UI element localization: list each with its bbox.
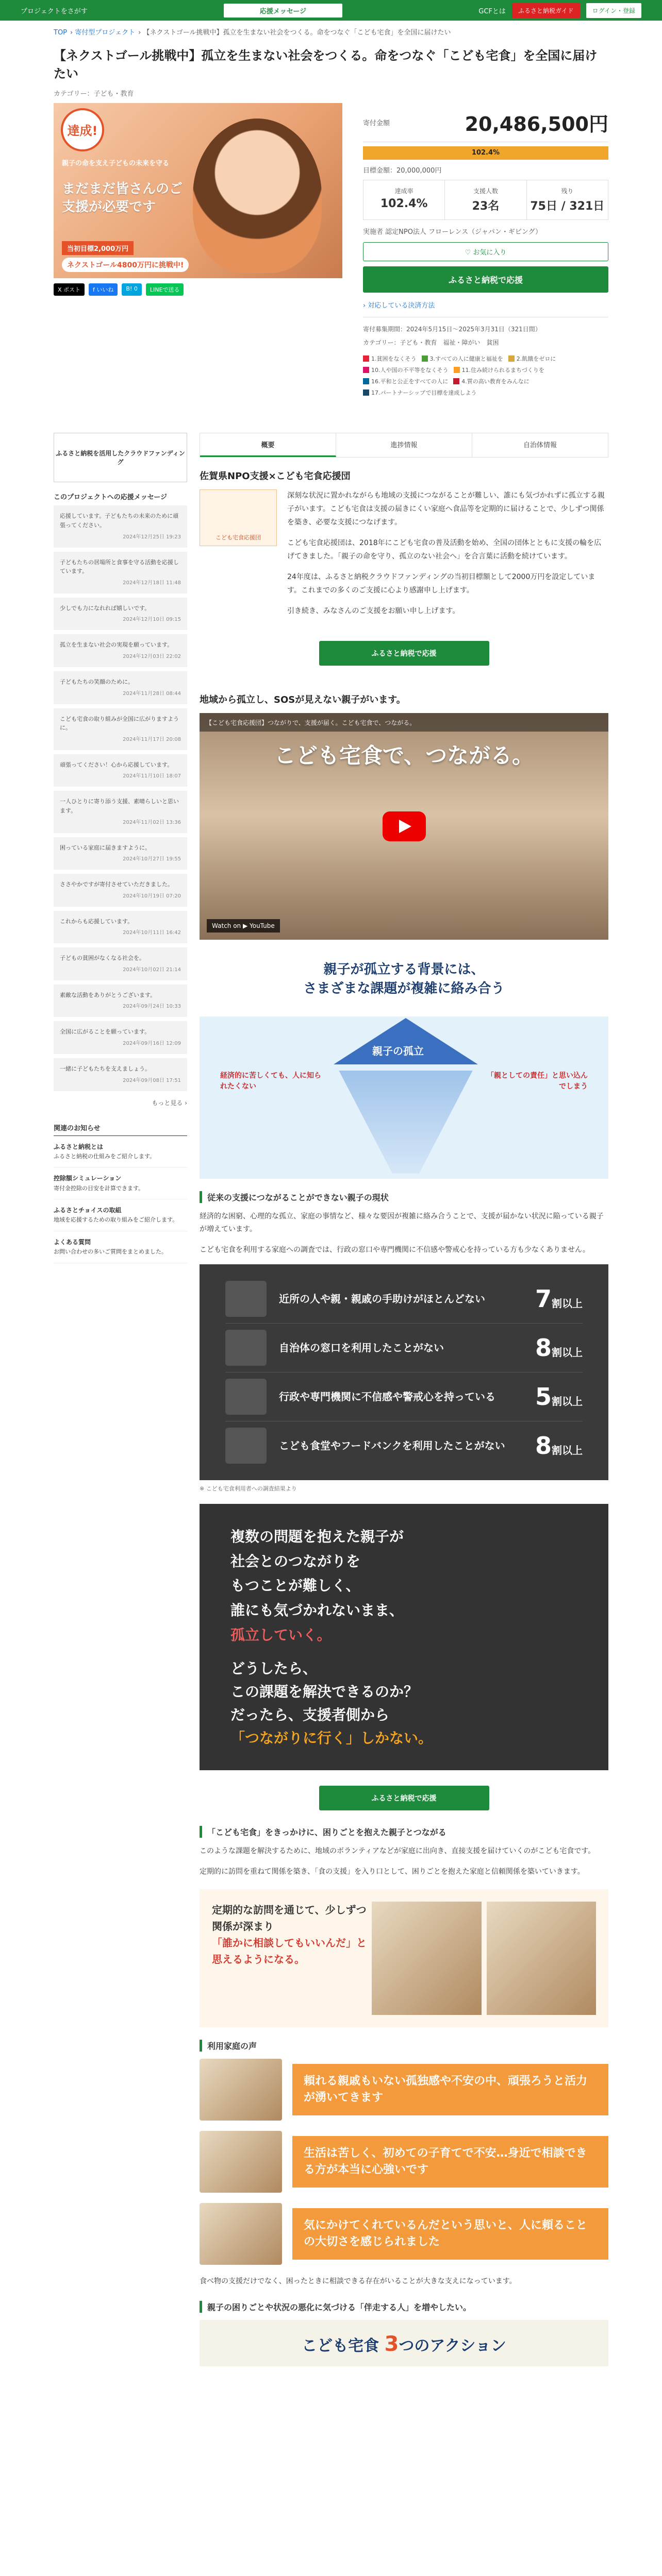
message-question: だったら、支援者側から — [230, 1706, 390, 1723]
more-messages-link[interactable]: もっと見る › — [152, 1099, 188, 1107]
message-text: 素敵な活動をありがとうございます。 — [60, 991, 156, 998]
related-text: 寄付金控除の目安を計算できます。 — [54, 1184, 144, 1192]
banner-text: つのアクション — [399, 2337, 506, 2355]
message-card — [54, 837, 187, 870]
subsection-heading: 利用家庭の声 — [200, 2040, 608, 2052]
donation-panel — [363, 103, 608, 397]
message-card — [54, 985, 187, 1018]
stat-icon — [225, 1330, 267, 1366]
furusato-guide-button[interactable]: ふるさと納税ガイド — [512, 3, 580, 18]
message-text: 応援しています。子どもたちの未来のために頑張ってください。 — [60, 513, 179, 529]
stat-value: 75日 / 321日 — [530, 199, 605, 213]
sdg-item: 17.パートナーシップで目標を達成しよう — [363, 388, 476, 397]
progress-bar — [363, 146, 608, 160]
body-paragraph: こども宅食を利用する家庭への調査では、行政の窓口や専門機関に不信感や警戒心を持っている方も少なくありません。 — [200, 1246, 590, 1255]
related-title: ふるさと納税とは — [54, 1143, 104, 1150]
message-text: こども宅食の取り組みが全国に広がりますように。 — [60, 715, 179, 732]
message-date: 2024年12月10日 09:15 — [123, 617, 181, 623]
message-date: 2024年11月10日 18:07 — [123, 773, 181, 779]
tab-municipality[interactable]: 自治体情報 — [523, 442, 557, 450]
subsection-heading: 従来の支援につながることができない親子の現状 — [200, 1191, 608, 1203]
stat-number: 7 — [535, 1285, 552, 1313]
stat-value: 23名 — [472, 199, 500, 213]
message-card — [54, 552, 187, 594]
message-text: 孤立を生まない社会の実現を願っています。 — [60, 641, 173, 649]
login-button[interactable]: ログイン・登録 — [586, 3, 641, 18]
message-card — [54, 671, 187, 704]
intro-paragraph: こども宅食応援団は、2018年にこども宅食の普及活動を始め、全国の団体とともに支援の輪を広げてきました。「親子の命を守り、孤立のない社会へ」を合言葉に活動を続けています。 — [287, 539, 602, 561]
visit-illustration — [200, 1889, 608, 2027]
message-question: この課題を解決できるのか？ — [230, 1683, 419, 1700]
stat-text: 自治体の窓口を利用したことがない — [279, 1342, 444, 1354]
cheer-messages-button[interactable]: 応援メッセージ — [224, 4, 342, 18]
intro-paragraph: 24年度は、ふるさと納税クラウドファンディングの当初目標額として2000万円を設定しています。これまでの多くのご支援に心より感謝申し上げます。 — [287, 572, 595, 595]
share-buttons — [54, 278, 342, 301]
stat-number: 8 — [535, 1432, 552, 1460]
related-title: 控除額シミュレーション — [54, 1175, 122, 1182]
stat-number: 8 — [535, 1334, 552, 1362]
message-box — [200, 1504, 608, 1770]
message-card — [54, 791, 187, 833]
voice-banner: 気にかけてくれているんだという思いと、人に頼ることの大切さを感じられました — [292, 2208, 608, 2260]
breadcrumb-current: 【ネクストゴール挑戦中】孤立を生まない社会をつくる。命をつなぐ「こども宅食」を全国に届けたい — [143, 29, 451, 37]
message-card — [54, 1021, 187, 1054]
sdg-item: 11.住み続けられるまちづくりを — [454, 366, 544, 374]
message-text: 頑張ってください！心から応援しています。 — [60, 761, 173, 768]
stat-label: 残り — [561, 187, 574, 195]
stat-label: 達成率 — [394, 187, 413, 195]
message-line: 複数の問題を抱えた親子が — [230, 1528, 404, 1546]
child-photo — [193, 118, 322, 273]
message-card — [54, 598, 187, 631]
amount-label: 寄付金額 — [363, 119, 390, 127]
content-tabs — [200, 433, 608, 457]
message-date: 2024年11月17日 20:08 — [123, 736, 181, 742]
sdg-item: 16.平和と公正をすべての人に — [363, 377, 448, 385]
payment-methods-link[interactable]: › 対応している決済方法 — [363, 293, 608, 317]
message-card — [54, 911, 187, 944]
support-button-inline[interactable]: ふるさと納税で応援 — [319, 641, 489, 666]
stat-label: 支援人数 — [473, 187, 498, 195]
breadcrumb-category[interactable]: 寄付型プロジェクト — [75, 29, 136, 37]
message-card — [54, 754, 187, 787]
stats-infographic — [200, 1264, 608, 1480]
message-text: 全国に広がることを願っています。 — [60, 1028, 151, 1036]
hero-line3: 当初目標2,000万円 — [62, 241, 134, 255]
visit-photo — [372, 1902, 482, 2015]
visit-photo — [487, 1902, 597, 2015]
sdgs-list — [363, 354, 608, 397]
related-title: よくある質問 — [54, 1239, 91, 1246]
share-x-button[interactable]: X ポスト — [54, 283, 85, 296]
message-text: 一人ひとりに寄り添う支援、素晴らしいと思います。 — [60, 798, 179, 814]
watch-on-youtube-button[interactable]: Watch on ▶ YouTube — [207, 919, 280, 933]
message-text: 困っている家庭に届きますように。 — [60, 844, 151, 851]
intro-paragraph: 引き続き、みなさんのご支援をお願い申し上げます。 — [287, 606, 460, 615]
stat-text: こども食堂やフードバンクを利用したことがない — [279, 1439, 505, 1452]
section-heading: 佐賀県NPO支援×こども宅食応援団 — [200, 471, 351, 482]
message-date: 2024年12月18日 11:48 — [123, 580, 181, 586]
share-hatena-button[interactable]: B! 0 — [122, 283, 141, 296]
subsection-heading: 親子の困りごとや状況の悪化に気づける「伴走する人」を増やしたい。 — [200, 2301, 608, 2313]
body-paragraph: 定期的に訪問を重ねて関係を築き、「食の支援」を入り口として、困りごとを抱えた家庭と信頼関係を築いていきます。 — [200, 1868, 585, 1876]
message-date: 2024年11月28日 08:44 — [123, 690, 181, 697]
video-title-bar: 【こども宅食応援団】つながりで、支援が届く。こども宅食で、つながる。 — [200, 713, 608, 732]
message-date: 2024年09月08日 17:51 — [123, 1077, 181, 1083]
crowdfunding-promo-banner[interactable]: ふるさと納税を活用したクラウドファンディング — [54, 433, 187, 482]
message-date: 2024年12月03日 22:02 — [123, 653, 181, 659]
achieved-badge: 達成! — [61, 108, 104, 151]
page-title: 【ネクストゴール挑戦中】孤立を生まない社会をつくる。命をつなぐ「こども宅食」を全国に届けたい — [54, 48, 598, 81]
sdg-item: 1.貧困をなくそう — [363, 354, 417, 363]
voice-banner: 生活は苦しく、初めての子育てで不安…身近で相談できる方が本当に心強いです — [292, 2136, 608, 2188]
stat-icon — [225, 1379, 267, 1415]
favorite-button[interactable]: ♡ お気に入り — [363, 242, 608, 261]
iceberg-infographic — [200, 947, 608, 1179]
related-text: 地域を応援するための取り組みをご紹介します。 — [54, 1216, 178, 1224]
message-line: 誰にも気づかれないまま、 — [230, 1601, 404, 1619]
hero-line2: まだまだ皆さんのご支援が必要です — [62, 181, 183, 215]
about-gcf-link[interactable]: GCFとは — [478, 7, 506, 15]
period-info: 寄付募集期間：2024年5月15日〜2025年3月31日（321日間） — [363, 325, 541, 333]
share-line-button[interactable]: LINEで送る — [146, 283, 184, 296]
category-label: カテゴリー：子ども・教育 — [54, 90, 134, 98]
body-paragraph: 経済的な困窮、心理的な孤立、家庭の事情など、様々な要因が複雑に絡み合うことで、支援が届かない状況に陥っている親子が増えています。 — [200, 1212, 604, 1234]
sdg-item: 3.すべての人に健康と福祉を — [422, 354, 503, 363]
family-photo — [200, 2203, 282, 2265]
stat-text: 行政や専門機関に不信感や警戒心を持っている — [279, 1391, 496, 1403]
message-text: これからも応援しています。 — [60, 918, 134, 925]
left-column — [54, 433, 187, 2366]
related-text: ふるさと納税の仕組みをご紹介します。 — [54, 1153, 156, 1160]
iceberg-heading: 親子が孤立する背景には、 — [323, 961, 485, 977]
message-date: 2024年10月27日 19:55 — [123, 856, 181, 862]
message-text: 子どもたちの笑顔のために。 — [60, 678, 134, 685]
three-actions-banner — [200, 2320, 608, 2366]
message-card — [54, 708, 187, 750]
sdg-item: 4.質の高い教育をみんなに — [453, 377, 529, 385]
message-line: 孤立していく。 — [230, 1626, 332, 1643]
message-card — [54, 874, 187, 907]
sdg-item: 10.人や国の不平等をなくそう — [363, 366, 449, 374]
iceberg-left-text: 経済的に苦しくても、人に知られたくない — [220, 1071, 322, 1091]
messages-heading: このプロジェクトへの応援メッセージ — [54, 494, 167, 502]
message-text: 子どもたちの居場所と食事を守る活動を応援しています。 — [60, 558, 179, 575]
message-line: もつことが難しく、 — [230, 1577, 360, 1595]
related-item[interactable] — [54, 1199, 187, 1231]
hero-line1: 親子の命を支え子どもの未来を守る — [62, 159, 170, 167]
donation-amount: 20,486,500円 — [465, 112, 608, 135]
message-date: 2024年10月02日 21:14 — [123, 967, 181, 973]
subsection-heading: 「こども宅食」をきっかけに、困りごとを抱えた親子とつながる — [200, 1826, 608, 1838]
related-text: お問い合わせの多いご質問をまとめました。 — [54, 1248, 167, 1256]
iceberg-underwater — [339, 1071, 473, 1174]
tab-progress[interactable]: 進捗情報 — [336, 433, 472, 457]
related-item[interactable] — [54, 1231, 187, 1263]
organizer-link[interactable]: 実施者 認定NPO法人 フローレンス（ジャパン・ギビング） — [363, 228, 542, 236]
family-photo — [200, 2059, 282, 2121]
message-question: どうしたら、 — [230, 1660, 318, 1677]
share-facebook-button[interactable]: f いいね — [89, 283, 118, 296]
message-answer: 「つながりに行く」しかない。 — [230, 1729, 433, 1747]
support-button[interactable]: ふるさと納税で応援 — [363, 266, 608, 293]
stat-icon — [225, 1281, 267, 1317]
banner-number: 3 — [384, 2332, 399, 2356]
youtube-video[interactable] — [200, 713, 608, 940]
sdg-item: 2.飢餓をゼロに — [508, 354, 556, 363]
section-heading: 地域から孤立し、SOSが見えない親子がいます。 — [200, 694, 406, 705]
breadcrumb-top[interactable]: TOP — [54, 29, 68, 37]
message-date: 2024年10月19日 07:20 — [123, 893, 181, 899]
illustration-highlight: 「誰かに相談してもいいんだ」と思えるようになる。 — [212, 1937, 367, 1966]
message-card — [54, 1058, 187, 1091]
stat-unit: 割以上 — [552, 1346, 583, 1359]
iceberg-right-text: 「親としての責任」と思い込んでしまう — [487, 1071, 588, 1091]
body-paragraph: このような課題を解決するために、地域のボランティアなどが家庭に出向き、直接支援を届けていくのがこども宅食です。 — [200, 1847, 595, 1856]
org-logo: こども宅食応援団 — [200, 489, 277, 546]
message-date: 2024年09月24日 10:33 — [123, 1004, 181, 1010]
message-date: 2024年10月11日 16:42 — [123, 930, 181, 936]
related-title: ふるさとチョイスの取組 — [54, 1207, 122, 1214]
related-item[interactable] — [54, 1136, 187, 1168]
stat-number: 5 — [535, 1383, 552, 1411]
play-icon[interactable] — [383, 811, 426, 841]
message-line: 社会とのつながりを — [230, 1552, 361, 1570]
footnote: ※ こども宅食利用者への調査結果より — [200, 1485, 297, 1493]
stat-unit: 割以上 — [552, 1297, 583, 1310]
main-content — [200, 433, 608, 2366]
family-photo — [200, 2131, 282, 2193]
voice-banner: 頼れる親戚もいない孤独感や不安の中、頑張ろうと活力が湧いてきます — [292, 2064, 608, 2115]
support-button-inline[interactable]: ふるさと納税で応援 — [319, 1786, 489, 1810]
iceberg-top-label: 親子の孤立 — [372, 1044, 424, 1057]
top-bar — [0, 0, 662, 21]
stat-unit: 割以上 — [552, 1444, 583, 1457]
progress-fill: 102.4% — [363, 146, 608, 160]
stat-unit: 割以上 — [552, 1395, 583, 1408]
message-text: 一緒に子どもたちを支えましょう。 — [60, 1065, 151, 1073]
message-card — [54, 505, 187, 547]
message-card — [54, 947, 187, 980]
illustration-text: 定期的な訪問を通じて、少しずつ関係が深まり — [212, 1904, 367, 1933]
related-item[interactable] — [54, 1167, 187, 1199]
hero-line4: ネクストゴール4800万円に挑戦中! — [62, 258, 189, 272]
stat-value: 102.4% — [380, 197, 428, 210]
banner-text: こども宅食 — [302, 2337, 379, 2355]
breadcrumb: TOP › 寄付型プロジェクト › 【ネクストゴール挑戦中】孤立を生まない社会をつくる。命をつなぐ「こども宅食」を全国に届けたい — [54, 29, 451, 37]
stat-icon — [225, 1428, 267, 1464]
tab-overview[interactable]: 概要 — [200, 433, 336, 457]
message-text: 子どもの貧困がなくなる社会を。 — [60, 955, 145, 962]
iceberg-heading: さまざまな課題が複雑に絡み合う — [303, 981, 505, 997]
message-date: 2024年11月02日 13:36 — [123, 819, 181, 825]
stats-box — [363, 180, 608, 220]
related-heading: 関連のお知らせ — [54, 1123, 187, 1136]
body-paragraph: 食べ物の支援だけでなく、困ったときに相談できる存在がいることが大きな支えになっています。 — [200, 2277, 517, 2286]
message-date: 2024年09月16日 12:09 — [123, 1041, 181, 1047]
message-date: 2024年12月25日 19:23 — [123, 534, 181, 540]
intro-paragraph: 深刻な状況に置かれながらも地域の支援につながることが難しい、誰にも気づかれずに孤立する親子がいます。こども宅食は支援の届きにくい家庭へ食品等を定期的に届けることで、少しずつ関係を築き、必要な支援につなげます。 — [287, 492, 605, 527]
video-caption: こども宅食で、つながる。 — [274, 742, 534, 768]
hero-image — [54, 103, 342, 278]
find-projects-link[interactable]: プロジェクトをさがす — [21, 7, 88, 15]
goal-amount: 目標金額：20,000,000円 — [363, 166, 442, 175]
message-text: ささやかですが寄付させていただきました。 — [60, 881, 173, 888]
category-info: カテゴリー：子ども・教育 福祉・障がい 貧困 — [363, 338, 499, 346]
message-card — [54, 634, 187, 667]
message-text: 少しでも力になれれば嬉しいです。 — [60, 604, 151, 612]
stat-text: 近所の人や親・親戚の手助けがほとんどない — [279, 1293, 486, 1306]
